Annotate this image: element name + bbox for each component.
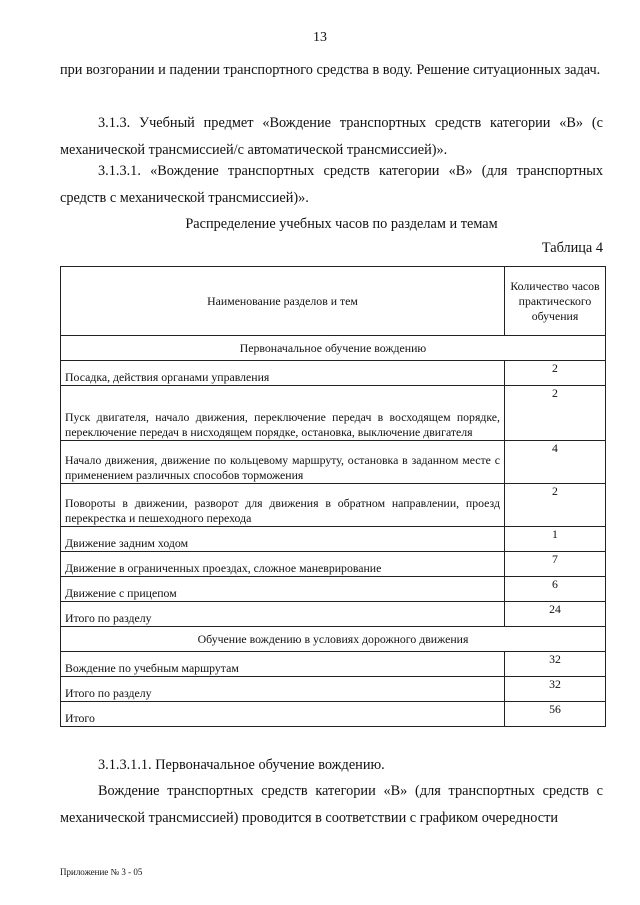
table-caption: Таблица 4 <box>541 240 603 256</box>
table-row <box>61 386 606 441</box>
topic-hours: 2 <box>505 386 606 441</box>
table-row <box>61 577 606 602</box>
subsection-heading: 3.1.3.1. «Вождение транспортных средств категории «В» (для транспортных средств с механической трансмиссией)». <box>60 163 603 206</box>
table-row <box>61 552 606 577</box>
subject-heading: 3.1.3. Учебный предмет «Вождение транспортных средств категории «В» (с механической трансмиссией/с автоматической трансмиссией)». <box>60 115 603 158</box>
section-total-row <box>61 677 606 702</box>
total-hours: 24 <box>505 602 606 627</box>
section-title: Обучение вождению в условиях дорожного движения <box>61 627 606 652</box>
table-row <box>61 652 606 677</box>
topic-hours: 1 <box>505 527 606 552</box>
header-name: Наименование разделов и тем <box>61 267 505 336</box>
topic-hours: 2 <box>505 484 606 527</box>
page-number: 13 <box>313 30 327 45</box>
table-row <box>61 527 606 552</box>
table-row <box>61 441 606 484</box>
topic-hours: 4 <box>505 441 606 484</box>
topic-name: Начало движения, движение по кольцевому маршруту, остановка в заданном месте с применением различных способов торможения <box>61 441 505 484</box>
grand-total-row <box>61 702 606 727</box>
footer-note: Приложение № 3 - 05 <box>60 867 143 877</box>
section-row <box>61 336 606 361</box>
total-label: Итого по разделу <box>61 602 505 627</box>
section-title: Первоначальное обучение вождению <box>61 336 606 361</box>
topic-name: Пуск двигателя, начало движения, переключение передач в восходящем порядке, переключение передач в нисходящем порядке, остановка, выключение двигателя <box>61 386 505 441</box>
topic-name: Посадка, действия органами управления <box>61 361 505 386</box>
table-row <box>61 484 606 527</box>
section-heading: 3.1.3.1.1. Первоначальное обучение вождению. <box>98 757 385 773</box>
grand-total-hours: 56 <box>505 702 606 727</box>
section-total-row <box>61 602 606 627</box>
section-row <box>61 627 606 652</box>
hours-table <box>60 266 606 727</box>
intro-paragraph: при возгорании и падении транспортного средства в воду. Решение ситуационных задач. <box>60 62 601 78</box>
topic-name: Движение задним ходом <box>61 527 505 552</box>
topic-name: Повороты в движении, разворот для движения в обратном направлении, проезд перекрестка и пешеходного перехода <box>61 484 505 527</box>
table-row <box>61 361 606 386</box>
body-paragraph: Вождение транспортных средств категории «В» (для транспортных средств с механической трансмиссией) проводится в соответствии с графиком очередности <box>60 783 603 826</box>
topic-name: Вождение по учебным маршрутам <box>61 652 505 677</box>
table-header-row <box>61 267 606 336</box>
topic-hours: 6 <box>505 577 606 602</box>
topic-name: Движение в ограниченных проездах, сложное маневрирование <box>61 552 505 577</box>
topic-name: Движение с прицепом <box>61 577 505 602</box>
total-label: Итого по разделу <box>61 677 505 702</box>
header-hours: Количество часов практического обучения <box>505 267 606 336</box>
table-title: Распределение учебных часов по разделам и темам <box>185 216 498 232</box>
grand-total-label: Итого <box>61 702 505 727</box>
topic-hours: 2 <box>505 361 606 386</box>
topic-hours: 7 <box>505 552 606 577</box>
topic-hours: 32 <box>505 652 606 677</box>
total-hours: 32 <box>505 677 606 702</box>
